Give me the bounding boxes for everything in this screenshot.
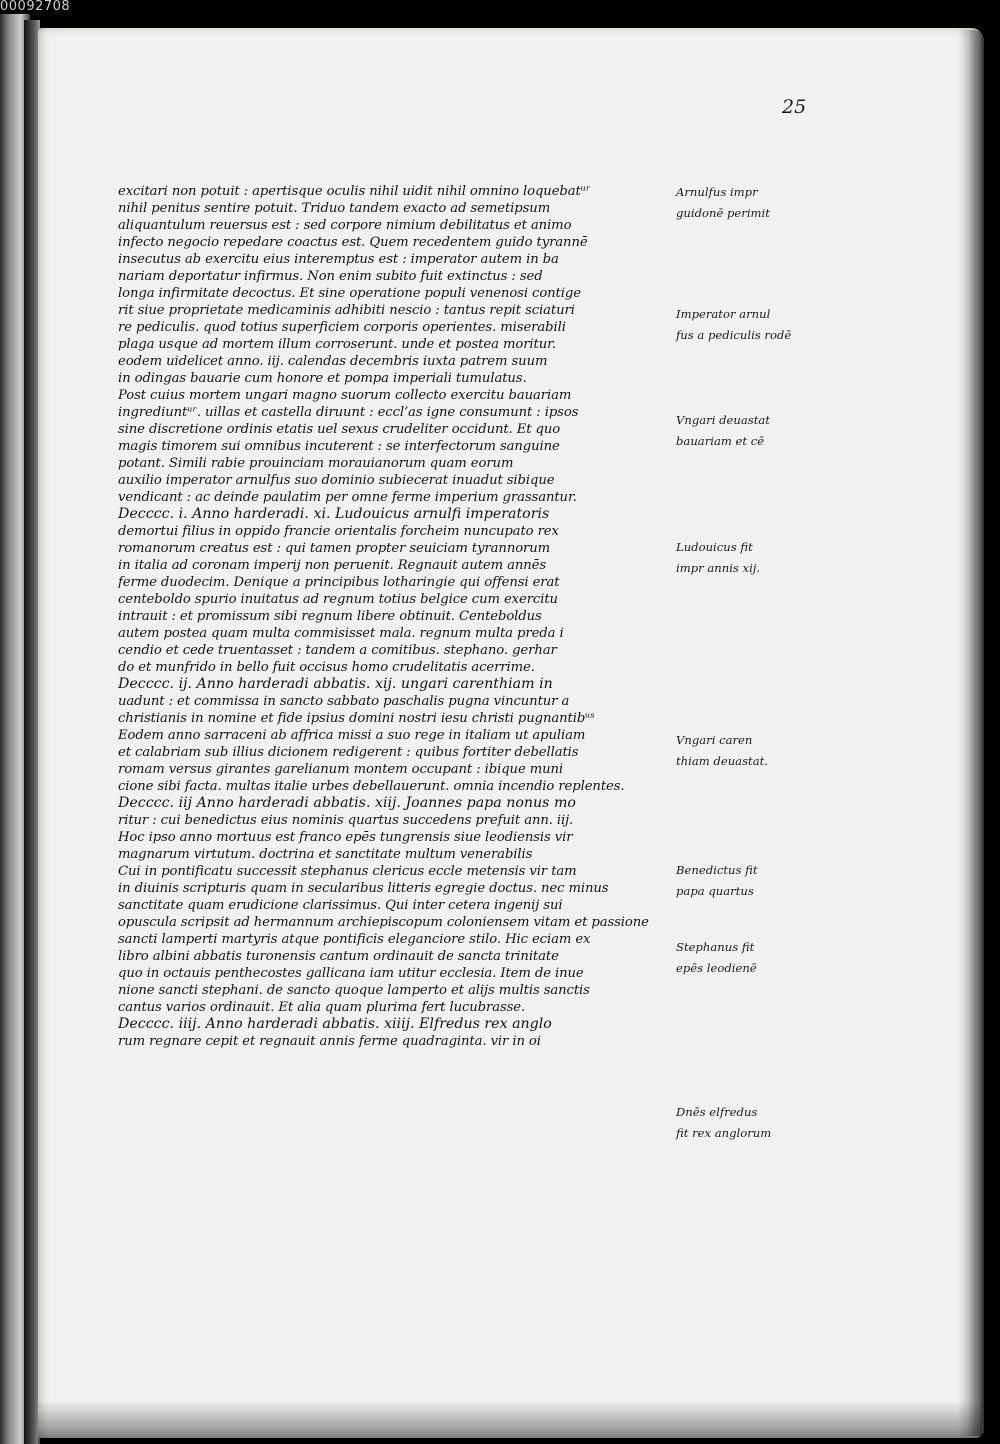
archive-id-label: 00092708	[0, 0, 71, 14]
text-line: in italia ad coronam imperij non peruenit. Regnauit autem annēs	[118, 558, 547, 573]
margin-note-benedictus	[676, 860, 816, 902]
text-line: cione sibi facta. multas italie urbes debellauerunt. omnia incendio replentes.	[118, 779, 625, 794]
text-line: autem postea quam multa commisisset mala. regnum multa preda i	[118, 626, 564, 641]
text-line: uadunt : et commissa in sancto sabbato paschalis pugna vincuntur a	[118, 694, 570, 709]
text-line: auxilio imperator arnulfus suo dominio subiecerat inuadut sibique	[118, 473, 555, 488]
margin-note-line: guidonē perimit	[676, 206, 770, 220]
text-line: cendio et cede truentasset : tandem a comitibus. stephano. gerhar	[118, 643, 557, 658]
margin-note-line: Stephanus fit	[676, 940, 755, 954]
text-line: ingrediuntᵘʳ. uillas et castella diruunt : eccl’as igne consumunt : ipsos	[118, 405, 579, 420]
text-line: ritur : cui benedictus eius nominis quartus succedens prefuit ann. iij.	[118, 813, 574, 828]
text-line: et calabriam sub illius dicionem redigerent : quibus fortiter debellatis	[118, 745, 579, 760]
text-line: Post cuius mortem ungari magno suorum collecto exercitu bauariam	[118, 388, 572, 403]
text-line: sanctitate quam erudicione clarissimus. Qui inter cetera ingenij sui	[118, 898, 563, 913]
text-line: vendicant : ac deinde paulatim per omne ferme imperium grassantur.	[118, 490, 577, 505]
text-line: nariam deportatur infirmus. Non enim subito fuit extinctus : sed	[118, 269, 543, 284]
text-line: romanorum creatus est : qui tamen propter seuiciam tyrannorum	[118, 541, 551, 556]
text-line: opuscula scripsit ad hermannum archiepiscopum coloniensem vitam et passione	[118, 915, 649, 930]
text-line: nihil penitus sentire potuit. Triduo tandem exacto ad semetipsum	[118, 201, 551, 216]
page-right-edge-shadow	[958, 30, 984, 1436]
text-line: nione sancti stephani. de sancto quoque lamperto et alijs multis sanctis	[118, 983, 590, 998]
text-line: centeboldo spurio inuitatus ad regnum totius belgice cum exercitu	[118, 592, 558, 607]
text-line: libro albini abbatis turonensis cantum ordinauit de sancta trinitate	[118, 949, 559, 964]
year-entry-line: Decccc. iij Anno harderadi abbatis. xiij. Joannes papa nonus mo	[118, 795, 576, 811]
text-line: christianis in nomine et fide ipsius domini nostri iesu christi pugnantibᵘˢ	[118, 711, 595, 726]
year-entry-line: Decccc. ij. Anno harderadi abbatis. xij. ungari carenthiam in	[118, 676, 553, 692]
text-line: demortui filius in oppido francie orientalis forcheim nuncupato rex	[118, 524, 559, 539]
text-line: Eodem anno sarraceni ab affrica missi a suo rege in italiam ut apuliam	[118, 728, 586, 743]
text-line: potant. Simili rabie prouinciam morauianorum quam eorum	[118, 456, 514, 471]
text-line: romam versus girantes garelianum montem occupant : ibique muni	[118, 762, 564, 777]
text-line: quo in octauis penthecostes gallicana iam utitur ecclesia. Item de inue	[118, 966, 584, 981]
text-line: aliquantulum reuersus est : sed corpore nimium debilitatus et animo	[118, 218, 572, 233]
margin-note-stephanus	[676, 937, 816, 979]
text-line: rum regnare cepit et regnauit annis ferme quadraginta. vir in oi	[118, 1034, 541, 1049]
text-line: magis timorem sui omnibus incuterent : se interfectorum sanguine	[118, 439, 560, 454]
margin-note-ludouicus	[676, 537, 816, 579]
text-line: Cui in pontificatu successit stephanus clericus eccle metensis vir tam	[118, 864, 577, 879]
text-line: sancti lamperti martyris atque pontificis eleganciore stilo. Hic eciam ex	[118, 932, 591, 947]
text-line: magnarum virtutum. doctrina et sanctitate multum venerabilis	[118, 847, 533, 862]
year-entry-line: Decccc. i. Anno harderadi. xi. Ludouicus arnulfi imperatoris	[118, 506, 550, 522]
text-line: excitari non potuit : apertisque oculis nihil uidit nihil omnino loquebatᵘʳ	[118, 184, 591, 199]
margin-note-line: thiam deuastat.	[676, 754, 768, 768]
text-line: plaga usque ad mortem illum corroserunt. unde et postea moritur.	[118, 337, 556, 352]
margin-note-arnulfus	[676, 182, 816, 224]
text-line: in diuinis scripturis quam in secularibus litteris egregie doctus. nec minus	[118, 881, 609, 896]
main-text-block	[118, 183, 658, 1143]
margin-note-line: papa quartus	[676, 884, 754, 898]
margin-note-vngari-bauaria	[676, 410, 816, 452]
year-entry-line: Decccc. iiij. Anno harderadi abbatis. xiiij. Elfredus rex anglo	[118, 1016, 552, 1032]
margin-note-line: Vngari caren	[676, 733, 753, 747]
text-line: intrauit : et promissum sibi regnum libere obtinuit. Centeboldus	[118, 609, 542, 624]
folio-number: 25	[782, 96, 807, 118]
text-line: re pediculis. quod totius superficiem corporis operientes. miserabili	[118, 320, 566, 335]
text-line: sine discretione ordinis etatis uel sexus crudeliter occidunt. Et quo	[118, 422, 561, 437]
margin-note-line: Dnēs elfredus	[676, 1105, 758, 1119]
margin-note-line: bauariam et cē	[676, 434, 765, 448]
margin-note-line: fit rex anglorum	[676, 1126, 772, 1140]
margin-note-line: Ludouicus fit	[676, 540, 753, 554]
text-line: ferme duodecim. Denique a principibus lotharingie qui offensi erat	[118, 575, 560, 590]
margin-note-line: fus a pediculis rodē	[676, 328, 792, 342]
text-line: longa infirmitate decoctus. Et sine operatione populi venenosi contige	[118, 286, 581, 301]
margin-note-elfredus	[676, 1102, 816, 1144]
text-line: infecto negocio repedare coactus est. Quem recedentem guido tyrannē	[118, 235, 588, 250]
text-line: do et munfrido in bello fuit occisus homo crudelitatis acerrime.	[118, 660, 535, 675]
text-line: insecutus ab exercitu eius interemptus est : imperator autem in ba	[118, 252, 559, 267]
margin-note-imperator	[676, 304, 816, 346]
margin-note-line: epēs leodienē	[676, 961, 757, 975]
margin-note-line: Arnulfus impr	[676, 185, 758, 199]
margin-note-line: Benedictus fit	[676, 863, 758, 877]
margin-note-line: impr annis xij.	[676, 561, 761, 575]
text-line: cantus varios ordinauit. Et alia quam plurima fert lucubrasse.	[118, 1000, 526, 1015]
margin-note-line: Vngari deuastat	[676, 413, 770, 427]
page-bottom-shadow	[38, 1400, 982, 1444]
text-line: eodem uidelicet anno. iij. calendas decembris iuxta patrem suum	[118, 354, 548, 369]
text-line: Hoc ipso anno mortuus est franco epēs tungrensis siue leodiensis vir	[118, 830, 573, 845]
margin-note-line: Imperator arnul	[676, 307, 771, 321]
text-line: rit siue proprietate medicaminis adhibiti nescio : tantus repit sciaturi	[118, 303, 575, 318]
margin-note-vngari-carenthia	[676, 730, 816, 772]
text-line: in odingas bauarie cum honore et pompa imperiali tumulatus.	[118, 371, 527, 386]
